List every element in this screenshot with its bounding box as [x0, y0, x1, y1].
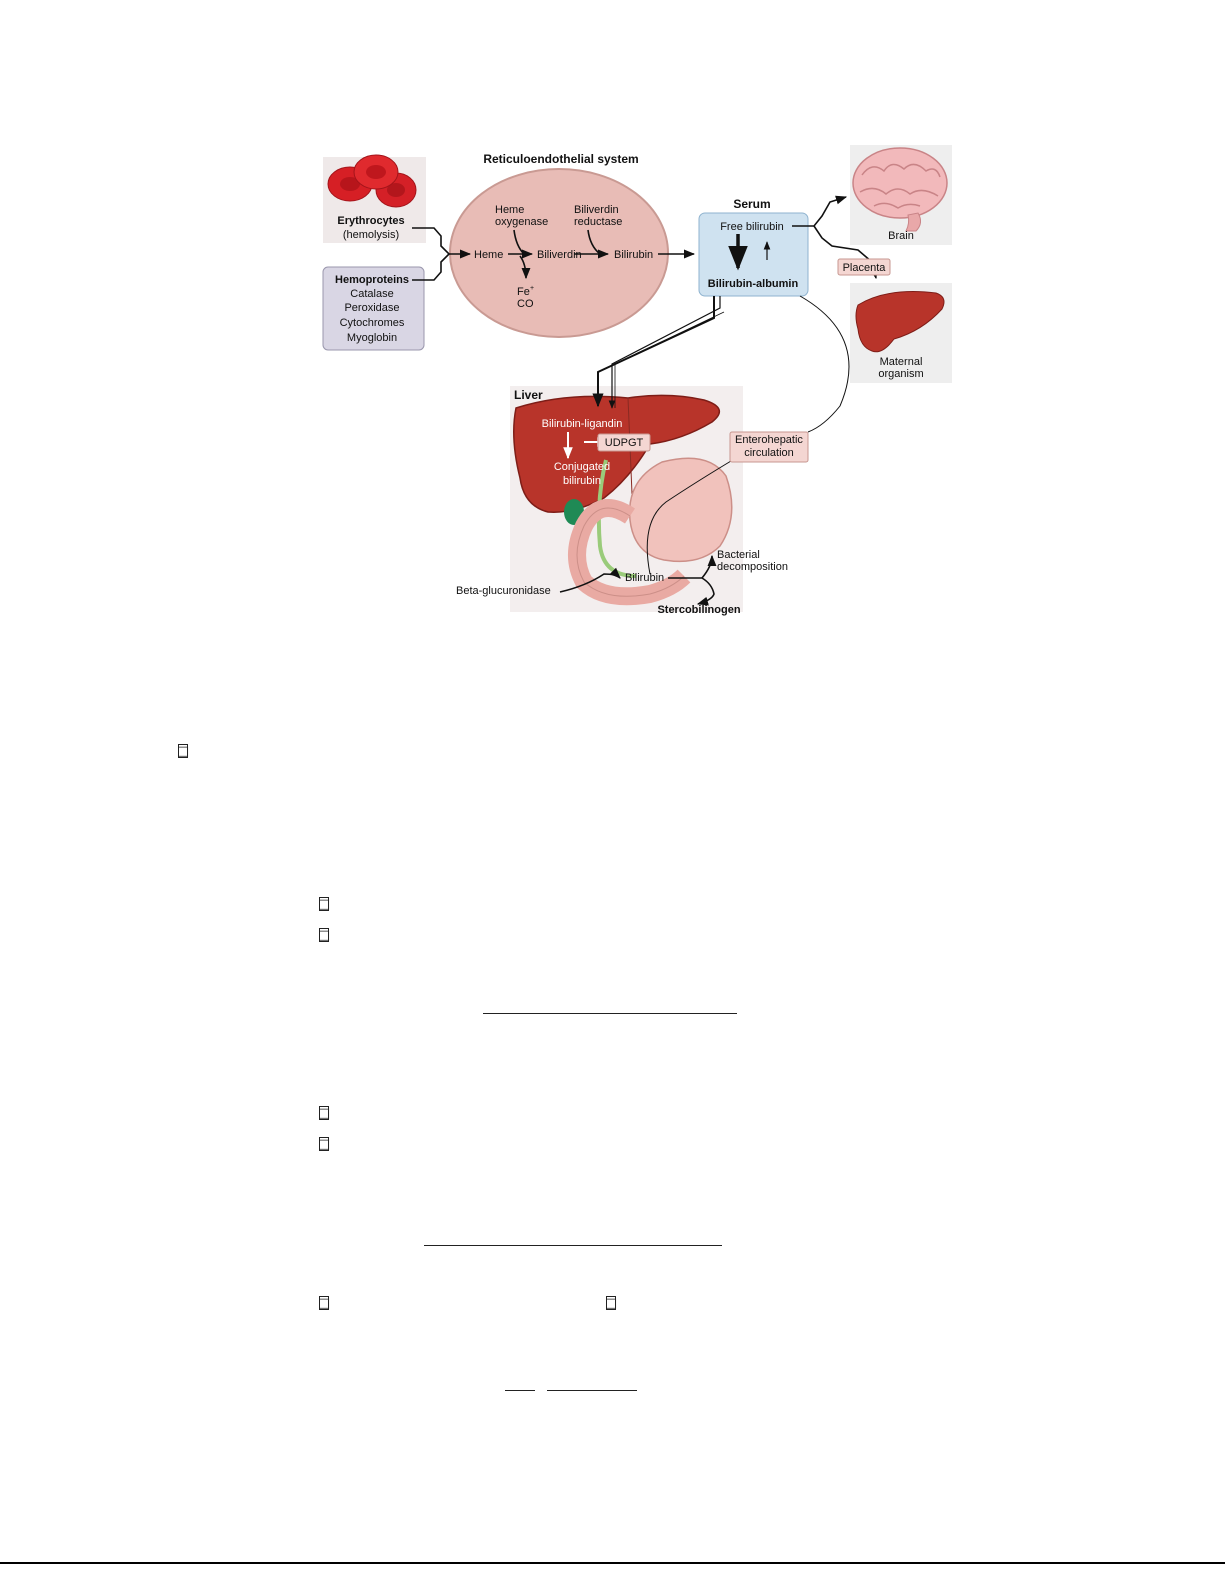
bilirubin-re-label: Bilirubin — [614, 249, 654, 261]
maternal-label: organism — [878, 368, 924, 380]
reticuloendothelial-title: Reticuloendothelial system — [483, 152, 639, 166]
udpgt-label: UDPGT — [604, 437, 644, 449]
stercobilinogen-label: Stercobilinogen — [657, 604, 741, 616]
bilirubin-albumin-label: Bilirubin-albumin — [707, 278, 799, 290]
placeholder-glyph: □ — [317, 927, 331, 943]
bilirubin-gut-label: Bilirubin — [625, 572, 665, 584]
enterohepatic-label: circulation — [744, 447, 794, 459]
bacterial-label: decomposition — [717, 561, 788, 573]
brain-label: Brain — [888, 230, 914, 242]
free-bilirubin-label: Free bilirubin — [720, 221, 784, 233]
underline-rule — [483, 1013, 737, 1014]
co-label: CO — [517, 298, 534, 310]
biliverdin-reductase-label: Biliverdin — [574, 204, 619, 216]
heme-oxygenase-label: oxygenase — [495, 216, 549, 228]
biliverdin-label: Biliverdin — [537, 249, 582, 261]
biliverdin-reductase-label: reductase — [574, 216, 623, 228]
heme-label: Heme — [474, 249, 504, 261]
hemoprotein-item: Peroxidase — [344, 302, 400, 314]
placeholder-glyph: □ — [317, 1136, 331, 1152]
conjugated-label: Conjugated — [553, 461, 611, 473]
bacterial-label: Bacterial — [717, 549, 760, 561]
erythrocytes-label: Erythrocytes — [337, 215, 405, 227]
placeholder-glyph: □ — [317, 1295, 331, 1311]
page-bottom-rule — [0, 1562, 1225, 1564]
liver-title: Liver — [514, 388, 543, 402]
placeholder-glyph: □ — [604, 1295, 618, 1311]
underline-rule — [547, 1390, 637, 1391]
fe-plus-label: + — [530, 285, 535, 292]
enterohepatic-label: Enterohepatic — [735, 434, 803, 446]
serum-title: Serum — [733, 197, 771, 211]
placeholder-glyph: □ — [317, 1105, 331, 1121]
bilirubin-metabolism-diagram — [0, 0, 1225, 640]
hemolysis-label: (hemolysis) — [342, 229, 400, 241]
fe-label: Fe — [517, 286, 530, 298]
hemoprotein-item: Catalase — [350, 288, 394, 300]
placenta-label: Placenta — [842, 262, 886, 274]
underline-rule — [505, 1390, 535, 1391]
beta-glucuronidase-label: Beta-glucuronidase — [456, 585, 551, 597]
heme-oxygenase-label: Heme — [495, 204, 525, 216]
placeholder-glyph: □ — [176, 743, 190, 759]
placeholder-glyph: □ — [317, 896, 331, 912]
maternal-label: Maternal — [879, 356, 923, 368]
bilirubin-ligandin-label: Bilirubin-ligandin — [541, 418, 623, 430]
hemoprotein-item: Myoglobin — [346, 332, 398, 344]
hemoproteins-title: Hemoproteins — [335, 274, 409, 286]
underline-rule — [424, 1245, 722, 1246]
conjugated-label: bilirubin — [563, 475, 601, 487]
hemoprotein-item: Cytochromes — [339, 317, 405, 329]
